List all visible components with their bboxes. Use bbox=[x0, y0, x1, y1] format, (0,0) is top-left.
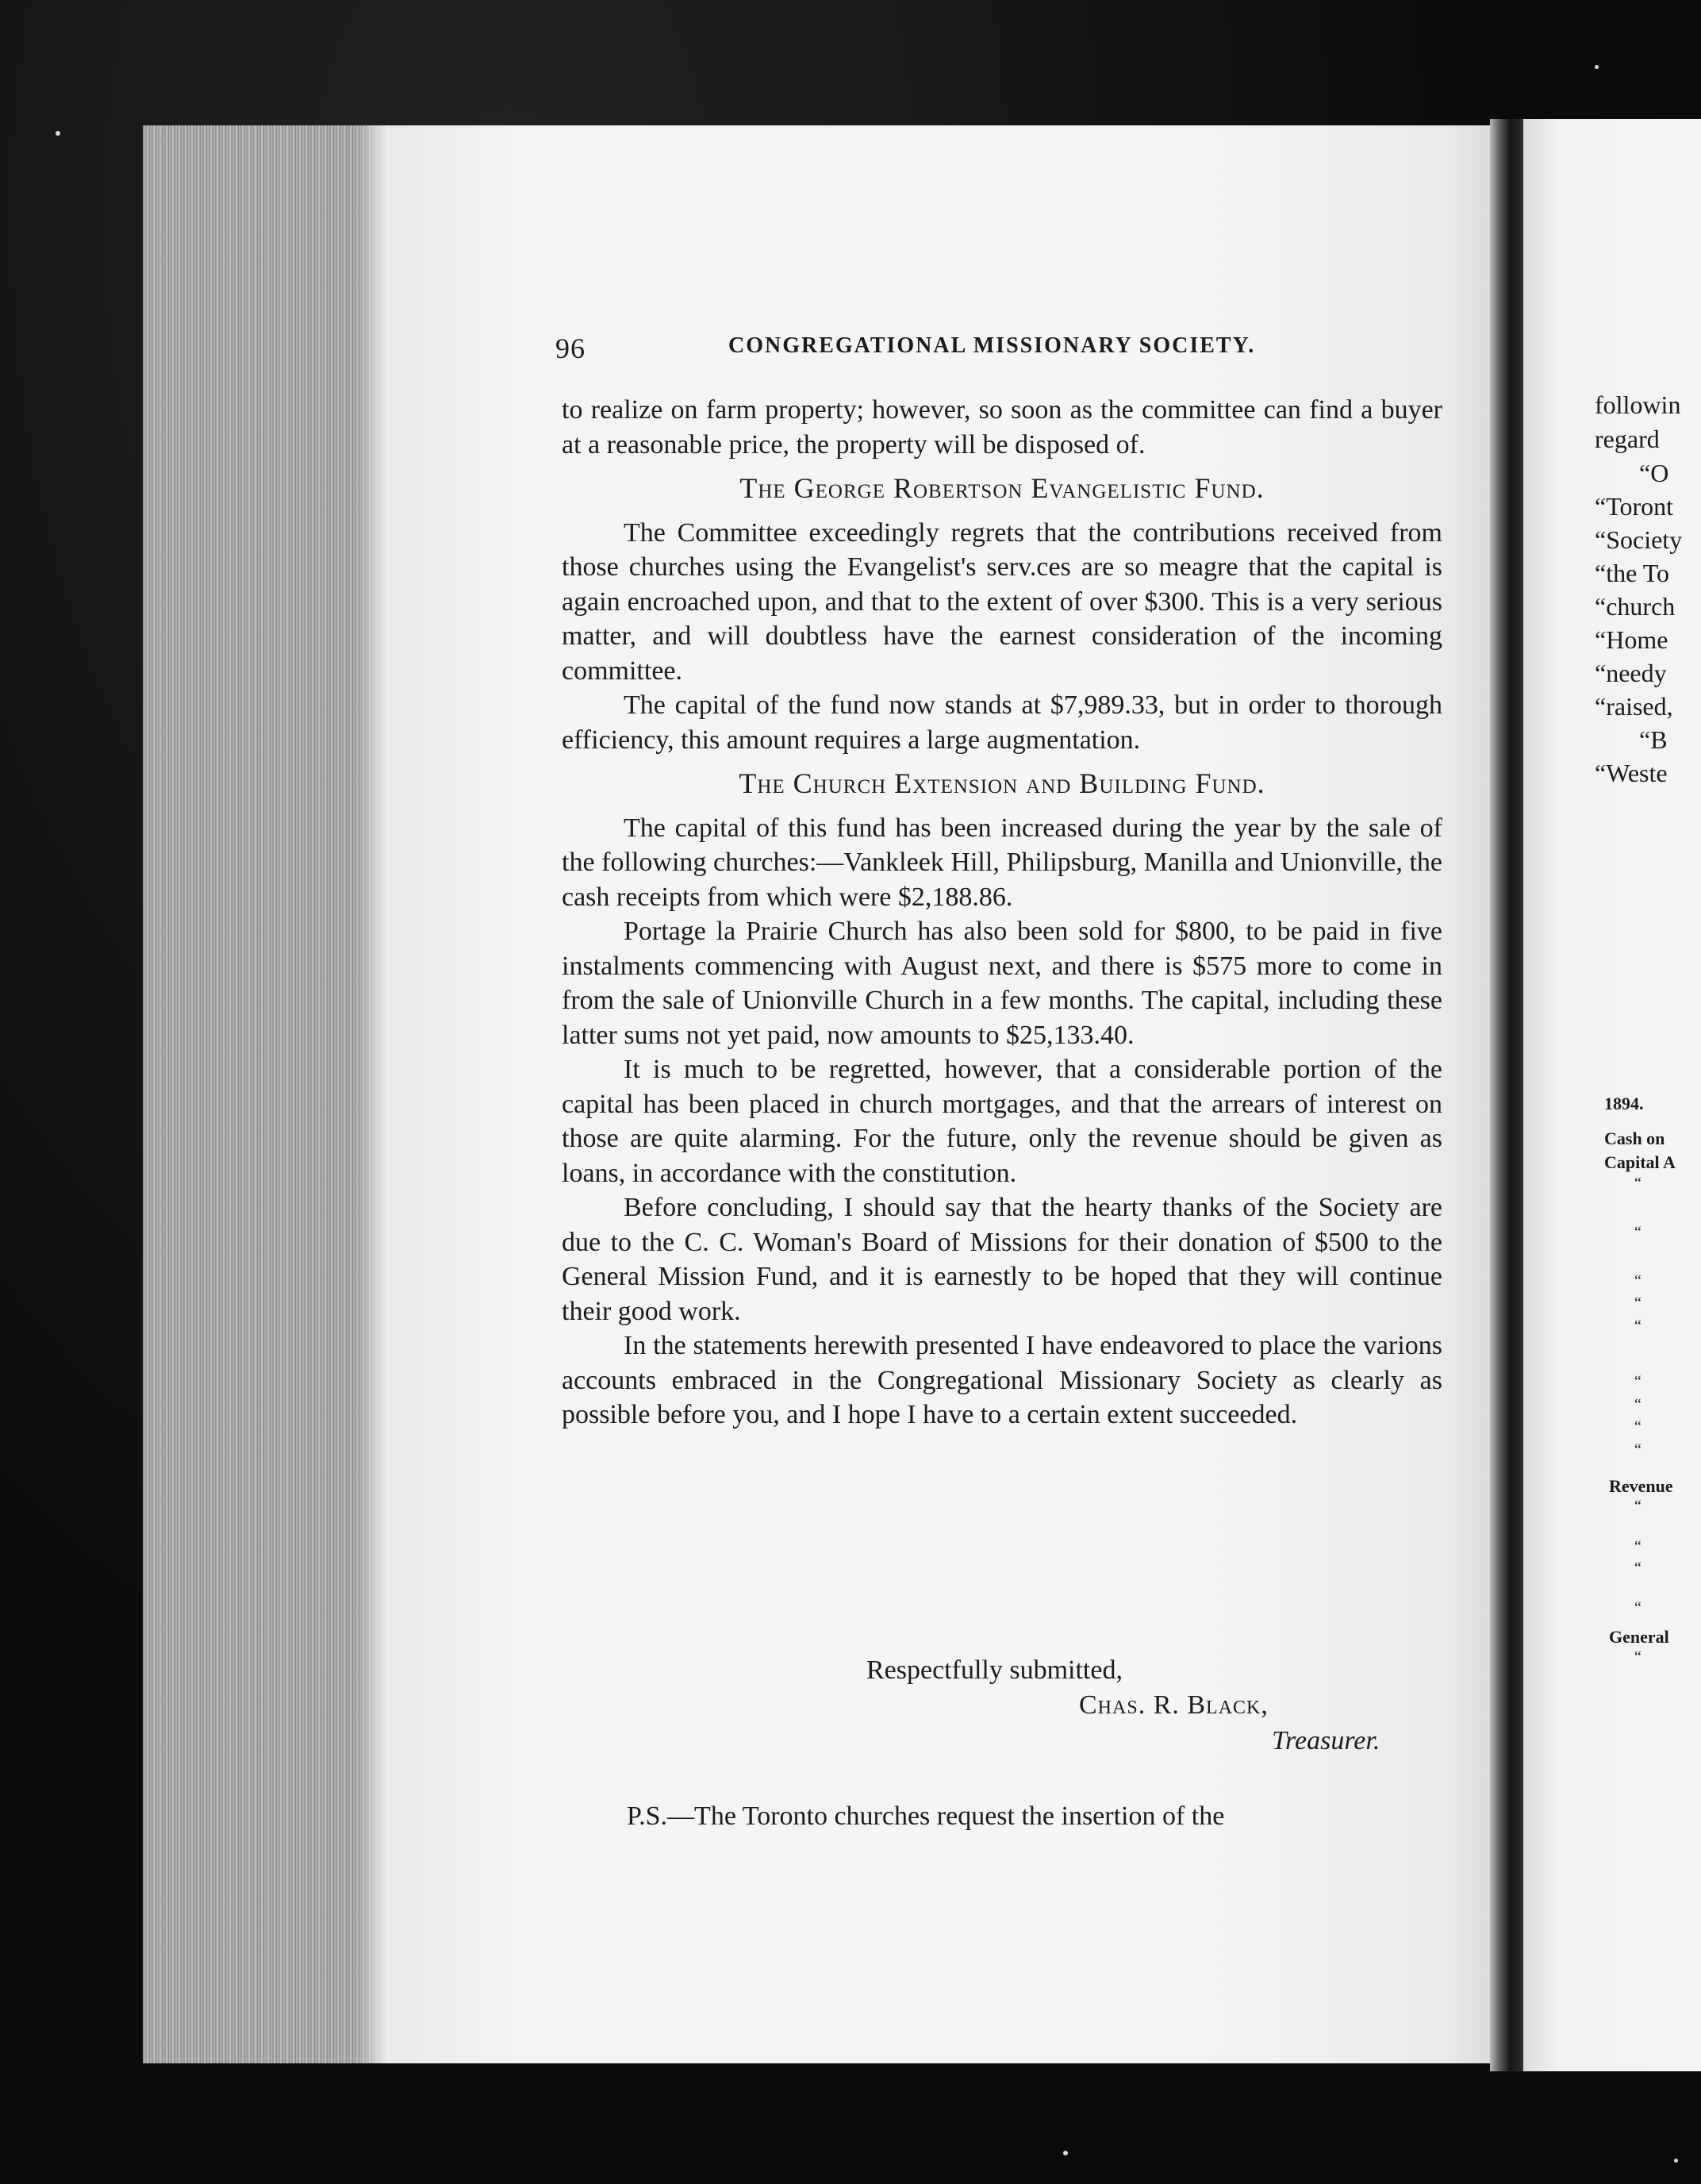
intro-paragraph: to realize on farm property; however, so soon as the committee can find a buyer at a reasonable price, the property will be disposed of. bbox=[562, 395, 1442, 459]
ditto-mark: “ bbox=[1634, 1418, 1641, 1436]
ledger-label: Cash on bbox=[1604, 1129, 1665, 1148]
right-page bbox=[1523, 119, 1701, 2071]
paragraph: The capital of this fund has been increased during the year by the sale of the following churches:—Vankleek Hill, Philipsburg, Manilla and Unionville, the cash receipts from which were $2,188.86. bbox=[562, 813, 1442, 912]
ditto-mark: “ bbox=[1634, 1559, 1641, 1577]
page-edges bbox=[143, 125, 389, 2063]
right-page-line: “Society bbox=[1595, 525, 1683, 554]
dust-speck bbox=[1063, 2151, 1068, 2155]
dust-speck bbox=[1595, 65, 1599, 69]
dust-speck bbox=[1674, 2159, 1678, 2163]
ditto-mark: “ bbox=[1634, 1498, 1641, 1515]
paragraph: It is much to be regretted, however, that a considerable portion of the capital has been placed in church mortgages, and that the arrears of interest on those are quite alarming. For the future, only the revenue should be given as loans, in accordance with the constitution. bbox=[562, 1055, 1442, 1188]
ditto-mark: “ bbox=[1634, 1599, 1641, 1617]
paragraph: Portage la Prairie Church has also been sold for $800, to be paid in five instalments commencing with August next, and there is $575 more to come in from the sale of Unionville Church in a few months. The capital, including these latter sums not yet paid, now amounts to $25,133.40. bbox=[562, 917, 1442, 1050]
paragraph: In the statements herewith presented I have endeavored to place the varions accounts embraced in the Congregational Missionary Society as clearly as possible before you, and I hope I have to a certain extent succeeded. bbox=[562, 1331, 1442, 1429]
ditto-mark: “ bbox=[1634, 1294, 1641, 1312]
right-page-line: regard bbox=[1595, 425, 1660, 453]
right-page-line: “B bbox=[1639, 725, 1668, 754]
ditto-mark: “ bbox=[1634, 1175, 1641, 1192]
signature-title: Treasurer. bbox=[1272, 1726, 1380, 1755]
body-text bbox=[562, 393, 1442, 1432]
right-page-line: “the To bbox=[1595, 559, 1670, 587]
book-gutter bbox=[1490, 119, 1523, 2071]
ditto-mark: “ bbox=[1634, 1373, 1641, 1390]
paragraph: The Committee exceedingly regrets that the contributions received from those churches using the Evangelist's serv.ces are so meagre that the capital is again encroached upon, and that to the extent of over $300. This is a very serious matter, and will doubtless have the earnest consideration of the incoming committee. bbox=[562, 517, 1442, 686]
right-page-line: “raised, bbox=[1595, 692, 1673, 721]
ledger-label: Revenue bbox=[1609, 1476, 1673, 1496]
right-page-line: “Weste bbox=[1595, 759, 1668, 787]
running-title: CONGREGATIONAL MISSIONARY SOCIETY. bbox=[728, 333, 1256, 358]
ditto-mark: “ bbox=[1634, 1538, 1641, 1555]
right-page-line: “needy bbox=[1595, 659, 1667, 687]
ditto-mark: “ bbox=[1634, 1272, 1641, 1290]
ditto-mark: “ bbox=[1634, 1441, 1641, 1459]
paragraph: Before concluding, I should say that the hearty thanks of the Society are due to the C. C. Woman's Board of Missions for their donation of $500 to the General Mission Fund, and it is earnestly to be hoped that they will continue their good work. bbox=[562, 1193, 1442, 1326]
right-page-line: “Home bbox=[1595, 625, 1668, 654]
dust-speck bbox=[56, 131, 60, 136]
ledger-label: General bbox=[1609, 1627, 1669, 1647]
section-heading-building-fund: The Church Extension and Building Fund. bbox=[739, 767, 1265, 799]
postscript: P.S.—The Toronto churches request the insertion of the bbox=[627, 1801, 1225, 1831]
right-page-line: “O bbox=[1639, 459, 1669, 487]
ditto-mark: “ bbox=[1634, 1317, 1641, 1335]
page-number: 96 bbox=[555, 333, 586, 364]
section-heading-evangelistic-fund: The George Robertson Evangelistic Fund. bbox=[739, 472, 1265, 504]
ledger-year: 1894. bbox=[1604, 1094, 1644, 1113]
ledger-label: Capital A bbox=[1604, 1152, 1676, 1172]
ditto-mark: “ bbox=[1634, 1648, 1641, 1666]
right-page-line: “church bbox=[1595, 592, 1676, 621]
closing-line: Respectfully submitted, bbox=[866, 1655, 1123, 1685]
signature: Chas. R. Black, bbox=[1079, 1690, 1269, 1720]
right-page-line: “Toront bbox=[1595, 492, 1674, 521]
paragraph: The capital of the fund now stands at $7,989.33, but in order to thorough efficiency, this amount requires a large augmentation. bbox=[562, 690, 1442, 755]
right-page-line: followin bbox=[1595, 390, 1681, 419]
ditto-mark: “ bbox=[1634, 1396, 1641, 1413]
ditto-mark: “ bbox=[1634, 1224, 1641, 1241]
